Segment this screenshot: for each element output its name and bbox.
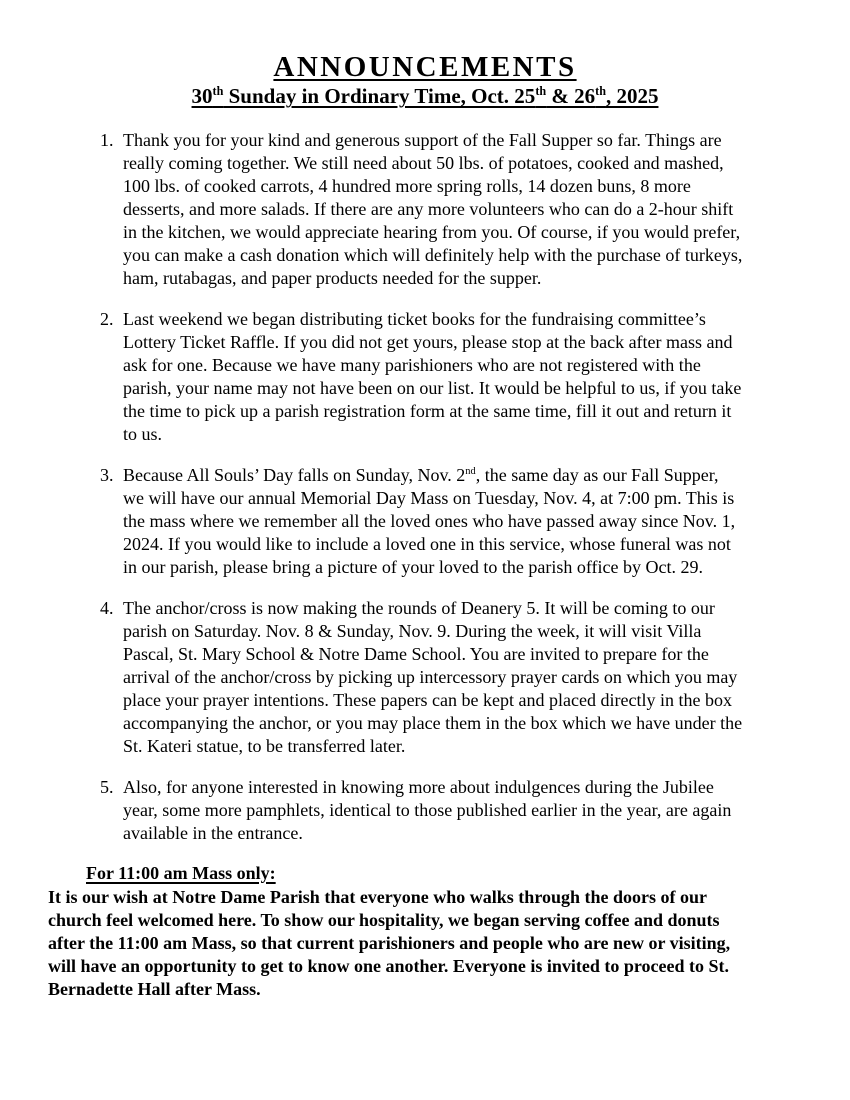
document-header [0,52,850,109]
item-text [123,776,731,845]
announcement-item-1 [100,129,830,290]
text-line: will have an opportunity to get to know one another. Everyone is invited to proceed to St. [48,956,730,976]
text-line: Bernadette Hall after Mass. [48,979,261,999]
announcement-item-4 [100,597,830,758]
text-line: available in the entrance. [123,823,303,843]
item-number: 3. [100,465,114,485]
page-subtitle: 30th Sunday in Ordinary Time, Oct. 25th & 26th, 2025 [191,84,659,109]
text-line: St. Kateri statue, to be transferred later. [123,736,406,756]
text-line: arrival of the anchor/cross by picking up intercessory prayer cards on which you may [123,667,738,687]
text-line: after the 11:00 am Mass, so that current parishioners and people who are new or visiting, [48,933,731,953]
text-line: The anchor/cross is now making the rounds of Deanery 5. It will be coming to our [123,598,715,618]
item-number: 2. [100,309,114,329]
text-line: church feel welcomed here. To show our hospitality, we began serving coffee and donuts [48,910,720,930]
item-number: 1. [100,130,114,150]
announcement-item-5 [100,776,830,845]
item-text [123,464,735,579]
text-line: accompanying the anchor, or you may place them in the box which we have under the [123,713,743,733]
text-line: the mass where we remember all the loved ones who have passed away since Nov. 1, [123,511,736,531]
text-line: parish on Saturday. Nov. 8 & Sunday, Nov. 9. During the week, it will visit Villa [123,621,702,641]
item-text [123,129,742,290]
text-line: year, some more pamphlets, identical to those published earlier in the year, are again [123,800,732,820]
text-line: desserts, and more salads. If there are any more volunteers who can do a 2-hour shift [123,199,734,219]
mass-note-heading: For 11:00 am Mass only: [86,863,276,883]
text-line: parish, your name may not have been on our list. It would be helpful to us, if you take [123,378,742,398]
text-line: ask for one. Because we have many parishioners who are not registered with the [123,355,701,375]
item-text [123,308,741,446]
text-line: really coming together. We still need about 50 lbs. of potatoes, cooked and mashed, [123,153,724,173]
item-number: 5. [100,777,114,797]
text-line: Thank you for your kind and generous support of the Fall Supper so far. Things are [123,130,722,150]
text-line: Also, for anyone interested in knowing more about indulgences during the Jubilee [123,777,714,797]
text-line: 100 lbs. of cooked carrots, 4 hundred more spring rolls, 14 dozen buns, 8 more [123,176,691,196]
text-line: ham, rutabagas, and paper products needed for the supper. [123,268,542,288]
announcements-list [100,129,830,845]
text-line: we will have our annual Memorial Day Mass on Tuesday, Nov. 4, at 7:00 pm. This is [123,488,735,508]
page-title: ANNOUNCEMENTS [273,51,577,83]
announcement-item-3 [100,464,830,579]
item-number: 4. [100,598,114,618]
text-line: It is our wish at Notre Dame Parish that everyone who walks through the doors of our [48,887,707,907]
text-line: Because All Souls’ Day falls on Sunday, Nov. 2nd, the same day as our Fall Supper, [123,465,719,485]
text-line: Last weekend we began distributing ticket books for the fundraising committee’s [123,309,706,329]
text-line: you can make a cash donation which will definitely help with the purchase of turkeys, [123,245,743,265]
text-line: Lottery Ticket Raffle. If you did not get yours, please stop at the back after mass and [123,332,733,352]
text-line: to us. [123,424,163,444]
text-line: 2024. If you would like to include a loved one in this service, whose funeral was not [123,534,731,554]
announcement-item-2 [100,308,830,446]
mass-note-text [48,886,828,1001]
item-text [123,597,742,758]
text-line: place your prayer intentions. These papers can be kept and placed directly in the box [123,690,732,710]
text-line: Pascal, St. Mary School & Notre Dame School. You are invited to prepare for the [123,644,709,664]
text-line: the time to pick up a parish registration form at the same time, fill it out and return it [123,401,732,421]
text-line: in our parish, please bring a picture of your loved to the parish office by Oct. 29. [123,557,704,577]
text-line: in the kitchen, we would appreciate hearing from you. Of course, if you would prefer, [123,222,741,242]
